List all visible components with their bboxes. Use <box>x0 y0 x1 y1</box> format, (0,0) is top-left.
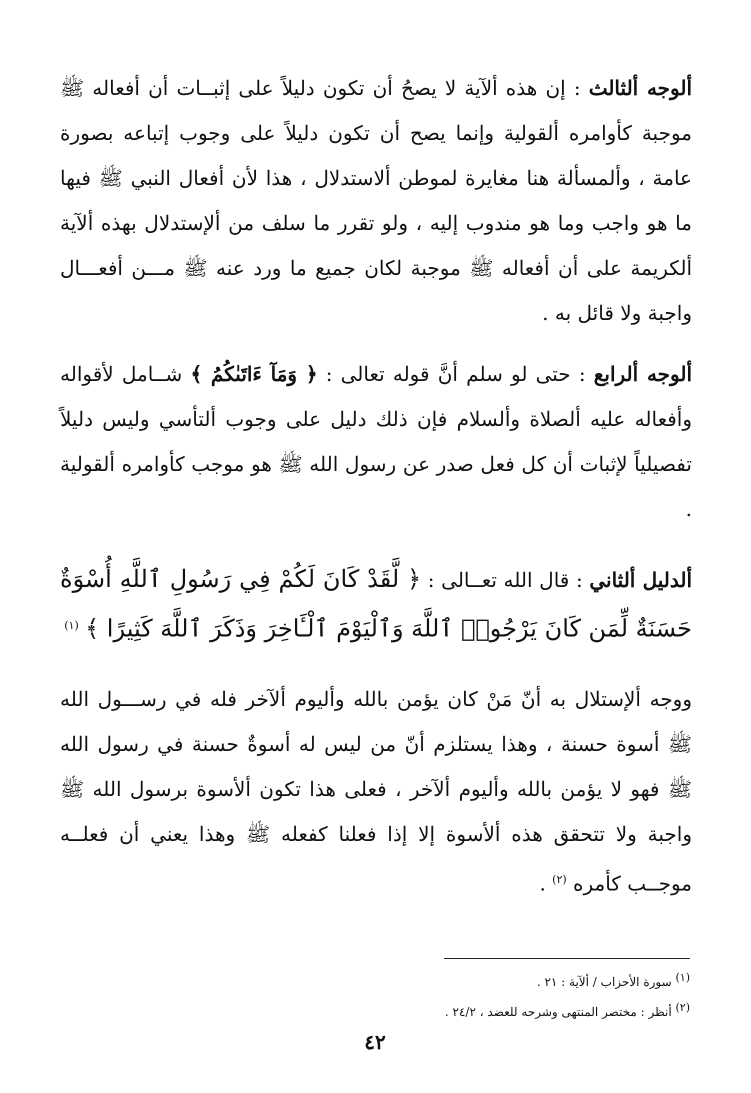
argument-paragraph <box>60 677 692 907</box>
section-heading: ألوجه ألرابع <box>593 362 693 386</box>
section-fourth-aspect <box>60 352 692 532</box>
page-body <box>60 66 692 906</box>
footnote-item <box>380 995 690 1025</box>
footnotes <box>380 965 690 1025</box>
footnote-text: سورة الأحزاب / ألآية : ٢١ . <box>536 975 672 989</box>
sentence-end: . <box>539 871 546 896</box>
footnote-ref: (٢) <box>552 872 567 886</box>
footnote-marker: (١) <box>675 971 690 984</box>
section-third-aspect <box>60 66 692 336</box>
second-evidence <box>60 556 692 653</box>
footnote-ref: (١) <box>64 619 79 632</box>
footnote-text: أنظر : مختصر المنتهى وشرحه للعضد ، ٢٤/٢ . <box>444 1005 672 1019</box>
page-number: ٤٢ <box>364 1030 386 1054</box>
section-heading: ألوجه ألثالث <box>588 76 693 100</box>
footnote-divider <box>444 958 690 959</box>
section-text: : إن هذه ألآية لا يصحُ أن تكون دليلاً على إثبــات أن أفعاله ﷺ موجبة كأوامره ألقولية وإنما يصح أن تكون دليلاً على وجوب إتباعه بصورة عامة ، وألمسألة هنا مغايرة لموطن ألاستدلال ، هذا لأن أفعال النبي ﷺ فيها ما هو واجب وما هو مندوب إليه ، ولو تقرر ما سلف من ألإستدلال بهذه ألآية ألكريمة على أن أفعاله ﷺ موجبة لكان جميع ما ورد عنه ﷺ مـــن أفعـــال واجبة ولا قائل به . <box>60 76 692 325</box>
quran-quote: ﴿ وَمَآ ءَاتَىٰكُمُ ﴾ <box>190 362 318 386</box>
section-text: : قال الله تعــالى : <box>427 568 583 592</box>
quran-verse: ﴿ لَّقَدْ كَانَ لَكُمْ فِي رَسُولِ ٱللَّهِ أُسْوَةٌ حَسَنَةٌ لِّمَن كَانَ يَرْجُوا۟ ٱللَّهَ وَٱلْيَوْمَ ٱلْـَٔاخِرَ وَذَكَرَ ٱللَّهَ كَثِيرًا ﴾ <box>60 565 692 643</box>
footnote-marker: (٢) <box>675 1001 690 1014</box>
section-text: ووجه ألإستلال به أنّ مَنْ كان يؤمن بالله وأليوم ألآخر فله في رســـول الله ﷺ أسوة حسنة ، وهذا يستلزم أنّ من ليس له أسوةٌ حسنة في رسول الله ﷺ فهو لا يؤمن بالله وأليوم ألآخر ، فعلى هذا تكون ألأسوة برسول الله ﷺ واجبة ولا تتحقق هذه ألأسوة إلا إذا فعلنا كفعله ﷺ وهذا يعني أن فعلــه موجــب كأمره <box>60 686 692 896</box>
section-text: شــامل لأقواله وأفعاله عليه ألصلاة وألسلام فإن ذلك دليل على وجوب ألتأسي وليس دليلاً تفصيلياً لإثبات أن كل فعل صدر عن رسول الله ﷺ هو موجب كأوامره ألقولية . <box>60 362 692 521</box>
section-heading: ألدليل ألثاني <box>589 568 693 592</box>
footnote-item <box>380 965 690 995</box>
section-text: : حتى لو سلم أنَّ قوله تعالى : <box>325 362 586 386</box>
